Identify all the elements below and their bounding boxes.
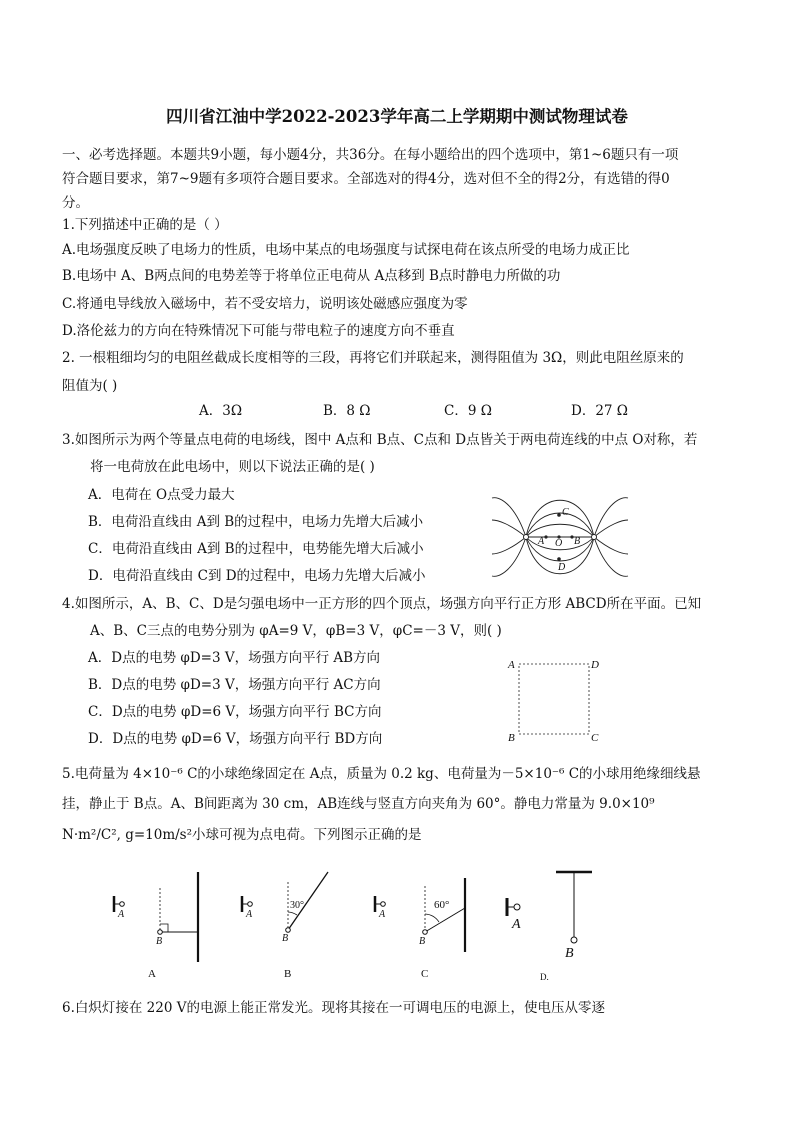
q3-fig-label-d: D [558,562,566,573]
q3-option-c: C．电荷沿直线由 A到 B的过程中，电势能先增大后减小 [88,541,424,557]
q5-stem-line-3: N·m²/C², g=10m/s²小球可视为点电荷。下列图示正确的是 [62,827,422,843]
q3-option-a: A．电荷在 O点受力最大 [88,487,235,503]
q4-stem-line-2: A、B、C三点的电势分别为 φA=9 V，φB=3 V，φC=－3 V，则( ) [90,623,502,639]
q3-fig-label-c: C [562,507,569,518]
q5-fig-c-label-b: B [419,936,426,947]
section-instruction-line-3: 分。 [62,195,89,211]
q4-stem-line-1: 4.如图所示，A、B、C、D是匀强电场中一正方形的四个顶点，场强方向平行正方形 ABCD所在平面。已知 [62,596,702,612]
q2-option-b: B．8 Ω [323,403,371,419]
q5-figure-a [108,866,208,986]
q5-fig-a-label-b: B [156,936,163,947]
q3-option-b: B．电荷沿直线由 A到 B的过程中，电场力先增大后减小 [88,514,424,530]
q2-option-d: D．27 Ω [571,403,628,419]
q2-stem-line-1: 2. 一根粗细均匀的电阻丝截成长度相等的三段，再将它们并联起来，测得阻值为 3Ω，则此电阻丝原来的 [62,350,684,366]
q4-fig-label-c: C [591,732,599,744]
q1-option-d: D.洛伦兹力的方向在特殊情况下可能与带电粒子的速度方向不垂直 [62,323,455,339]
q3-field-line-figure [492,490,642,585]
q5-fig-b-caption: B [284,968,292,980]
q4-square-figure [505,655,605,745]
q1-stem: 1.下列描述中正确的是（ ） [62,217,228,233]
q5-fig-d-label-b: B [565,946,574,961]
q6-stem-line-1: 6.白炽灯接在 220 V的电源上能正常发光。现将其接在一可调电压的电源上，使电压从零逐 [62,1000,605,1016]
q2-option-a: A．3Ω [199,403,243,419]
q4-option-a: A．D点的电势 φD=3 V，场强方向平行 AB方向 [88,650,381,666]
q5-fig-b-label-b: B [282,933,289,944]
q5-stem-line-1: 5.电荷量为 4×10⁻⁶ C的小球绝缘固定在 A点，质量为 0.2 kg、电荷量为－5×10⁻⁶ C的小球用绝缘细线悬 [62,766,701,782]
q3-option-d: D．电荷沿直线由 C到 D的过程中，电场力先增大后减小 [88,568,426,584]
q1-option-b: B.电场中 A、B两点间的电势差等于将单位正电荷从 A点移到 B点时静电力所做的功 [62,268,561,284]
q2-stem-line-2: 阻值为( ) [62,378,118,394]
q4-option-b: B．D点的电势 φD=3 V，场强方向平行 AC方向 [88,677,381,693]
q4-fig-label-d: D [591,659,599,671]
q5-fig-c-angle: 60° [434,899,450,911]
q5-figure-c [365,866,475,986]
q4-option-c: C．D点的电势 φD=6 V，场强方向平行 BC方向 [88,704,382,720]
q5-fig-c-label-a: A [379,909,386,920]
q4-option-d: D．D点的电势 φD=6 V，场强方向平行 BD方向 [88,731,383,747]
q5-fig-a-caption: A [148,968,156,980]
page-title: 四川省江油中学2022-2023学年高二上学期期中测试物理试卷 [166,107,628,126]
q5-fig-a-label-a: A [118,909,125,920]
q5-fig-d-caption: D. [540,972,549,982]
q5-figure-b [232,866,332,986]
section-instruction-line-1: 一、必考选择题。本题共9小题，每小题4分，共36分。在每小题给出的四个选项中，第1~6题只有一项 [62,147,679,163]
q5-stem-line-2: 挂，静止于 B点。A、B间距离为 30 cm，AB连线与竖直方向夹角为 60°。静电力常量为 9.0×10⁹ [62,796,655,812]
q5-figure-d [500,866,610,986]
q1-option-c: C.将通电导线放入磁场中，若不受安培力，说明该处磁感应强度为零 [62,296,468,312]
q4-fig-label-b: B [508,732,515,744]
q2-option-c: C．9 Ω [444,403,492,419]
q5-fig-b-angle: 30° [290,900,304,911]
q3-fig-label-b: B [574,536,581,547]
q5-fig-b-label-a: A [246,909,253,920]
section-instruction-line-2: 符合题目要求，第7~9题有多项符合题目要求。全部选对的得4分，选对但不全的得2分，有选错的得0 [62,171,670,187]
q3-fig-label-a: A [538,536,545,547]
q3-fig-label-o: O [555,538,563,549]
q3-stem-line-2: 将一电荷放在此电场中，则以下说法正确的是( ) [90,459,375,475]
q5-fig-d-label-a: A [512,917,521,932]
q1-option-a: A.电场强度反映了电场力的性质，电场中某点的电场强度与试探电荷在该点所受的电场力成正比 [62,242,630,258]
q3-stem-line-1: 3.如图所示为两个等量点电荷的电场线，图中 A点和 B点、C点和 D点皆关于两电荷连线的中点 O对称，若 [62,432,698,448]
q5-fig-c-caption: C [421,968,429,980]
q4-fig-label-a: A [508,659,515,671]
